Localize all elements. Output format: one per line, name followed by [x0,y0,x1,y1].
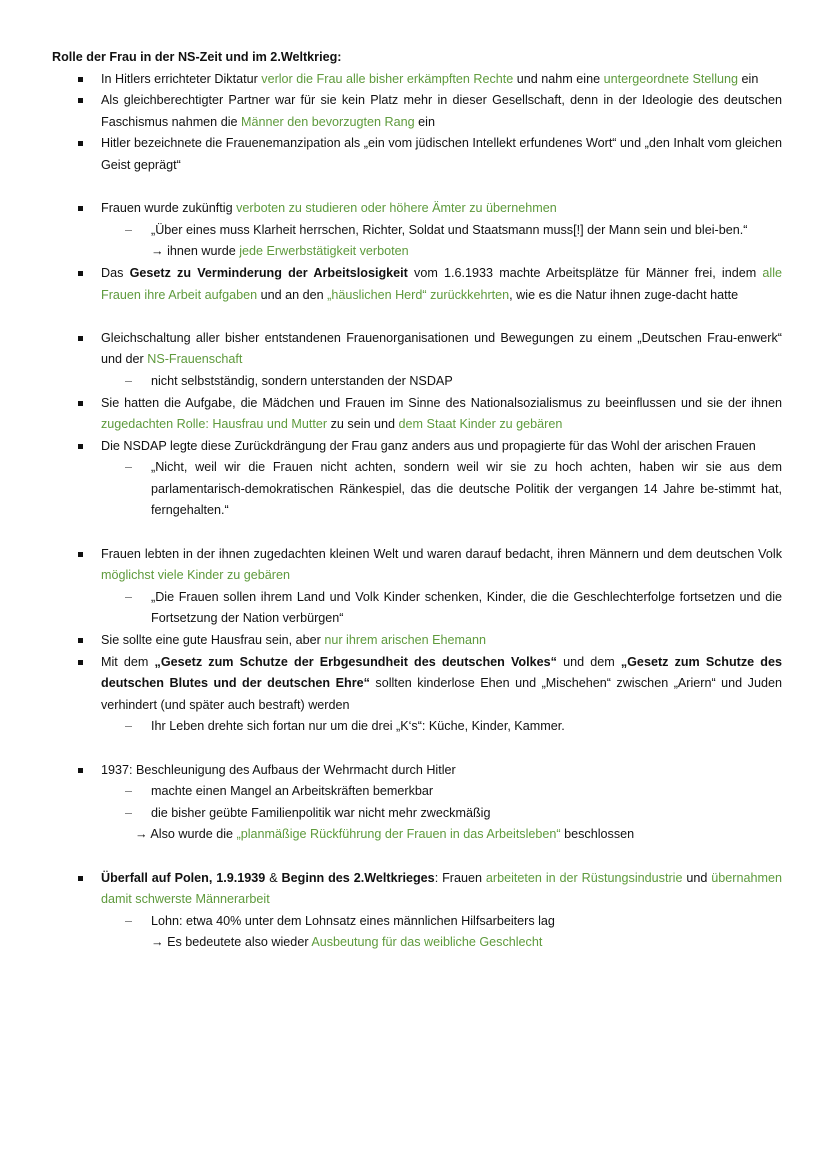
sub-item [52,220,782,242]
bullet-list [52,69,782,954]
bold-text: Beginn des 2.Weltkrieges [281,870,435,885]
bold-text: Gesetz zu Verminderung der Arbeitslosigkeit [129,265,408,280]
highlighted-text: jede Erwerbstätigkeit verboten [239,244,409,259]
bullet-item [52,263,782,306]
bold-text: „Gesetz zum Schutze des deutschen Blutes und der deutschen Ehre“ [101,654,782,691]
bullet-item [52,630,782,652]
bullet-item [52,652,782,717]
dash-bullet-icon: – [125,719,133,734]
square-bullet-icon [78,768,83,773]
bullet-item [52,760,782,782]
text-segment: : Frauen [434,870,486,885]
document-page [52,47,782,954]
text-segment: & [265,870,282,885]
text-segment: „Die Frauen sollen ihrem Land und Volk Kinder schenken, Kinder, die die Geschlechterfolge fortsetzen und die Fortsetzung der Nation verbürgen“ [151,589,782,626]
bullet-item [52,90,782,133]
highlighted-text: Männer den bevorzugten Rang [241,114,415,129]
text-segment: Frauen wurde zukünftig [101,201,237,216]
text-segment: nicht selbstständig, sondern unterstanden der NSDAP [151,373,453,388]
bullet-item [52,133,782,176]
highlighted-text: NS-Frauenschaft [147,352,243,367]
text-segment: „Über eines muss Klarheit herrschen, Richter, Soldat und Staatsmann muss[!] der Mann sein und blei-ben.“ [151,222,748,237]
text-segment: „Nicht, weil wir die Frauen nicht achten, sondern weil wir sie zu hoch achten, haben wir sie aus dem parlamentarisch-demokratischen Ränkespiel, das die deutsche Politik der vergangen 14 Jahre be-stimmt hat, ferngehalten.“ [151,460,782,518]
text-segment: Ihr Leben drehte sich fortan nur um die drei „K‘s“: Küche, Kinder, Kammer. [151,719,565,734]
square-bullet-icon [78,77,83,82]
highlighted-text: verboten zu studieren oder höhere Ämter zu übernehmen [236,201,557,216]
highlighted-text: nur ihrem arischen Ehemann [324,633,487,648]
square-bullet-icon [78,206,83,211]
square-bullet-icon [78,336,83,341]
text-segment: Das [101,265,130,280]
text-segment: Lohn: etwa 40% unter dem Lohnsatz eines männlichen Hilfsarbeiters lag [151,913,555,928]
dash-bullet-icon: – [125,222,133,237]
square-bullet-icon [78,141,83,146]
dash-bullet-icon: – [125,913,133,928]
text-segment: beschlossen [560,827,635,842]
dash-bullet-icon: – [125,589,133,604]
sub-item [52,457,782,522]
sub-item [52,803,782,825]
text-segment: Als gleichberechtigter Partner war für sie kein Platz mehr in dieser Gesellschaft, denn in der Ideologie des deutschen Faschismus nahmen die [101,93,782,129]
square-bullet-icon [78,444,83,449]
dash-bullet-icon: – [125,373,133,388]
spacer [52,306,782,328]
square-bullet-icon [78,638,83,643]
conclusion-item [52,241,782,263]
bullet-item [52,198,782,220]
dash-bullet-icon: – [125,805,133,820]
text-segment: und nahm eine [513,71,604,86]
sub-item [52,371,782,393]
text-segment: machte einen Mangel an Arbeitskräften bemerkbar [151,784,434,799]
highlighted-text: untergeordnete Stellung [603,71,739,86]
text-segment: die bisher geübte Familienpolitik war nicht mehr zweckmäßig [151,805,491,820]
sub-item [52,587,782,630]
text-segment: Gleichschaltung aller bisher entstandenen Frauenorganisationen und Bewegungen zu einem „Deutschen Frau-enwerk“ und der [101,330,782,367]
highlighted-text: „planmäßige Rückführung der Frauen in das Arbeitsleben“ [236,827,561,842]
square-bullet-icon [78,552,83,557]
spacer [52,738,782,760]
highlighted-text: Ausbeutung für das weibliche Geschlecht [311,935,543,950]
spacer [52,522,782,544]
text-segment: Frauen lebten in der ihnen zugedachten kleinen Welt und waren darauf bedacht, ihren Männern und dem deutschen Volk [101,546,782,561]
spacer [52,177,782,199]
text-segment: vom 1.6.1933 machte Arbeitsplätze für Männer frei, indem [407,265,763,280]
bold-text: Überfall auf Polen, 1.9.1939 [101,870,266,885]
sub-item [52,911,782,933]
text-segment: → ihnen wurde [151,244,240,259]
bullet-item [52,393,782,436]
square-bullet-icon [78,660,83,665]
text-segment: Sie hatten die Aufgabe, die Mädchen und Frauen im Sinne des Nationalsozialismus zu beeinflussen und sie der ihnen [101,395,782,410]
text-segment: und dem [556,654,621,669]
text-segment: Mit dem [101,654,155,669]
text-segment: Sie sollte eine gute Hausfrau sein, aber [101,633,325,648]
bold-text: „Gesetz zum Schutze der Erbgesundheit des deutschen Volkes“ [154,654,557,669]
sub-item [52,716,782,738]
highlighted-text: möglichst viele Kinder zu gebären [101,568,291,583]
bullet-item [52,436,782,458]
text-segment: → Es bedeutete also wieder [151,935,312,950]
square-bullet-icon [78,271,83,276]
dash-bullet-icon: – [125,784,133,799]
square-bullet-icon [78,98,83,103]
highlighted-text: alle Frauen ihre Arbeit aufgaben [101,265,782,302]
highlighted-text: dem Staat Kinder zu gebären [398,417,563,432]
text-segment: und [682,870,712,885]
spacer [52,846,782,868]
highlighted-text: zugedachten Rolle: Hausfrau und Mutter [101,417,328,432]
highlighted-text: verlor die Frau alle bisher erkämpften Rechte [261,71,514,86]
conclusion-item [52,824,782,846]
square-bullet-icon [78,876,83,881]
text-segment: Hitler bezeichnete die Frauenemanzipation als „ein vom jüdischen Intellekt erfundenes Wort“ und „den Inhalt vom gleichen Geist geprägt“ [101,136,782,172]
bullet-item [52,868,782,911]
document-title: Rolle der Frau in der NS-Zeit und im 2.Weltkrieg: [52,50,342,64]
text-segment: zu sein und [327,417,399,432]
dash-bullet-icon: – [125,460,133,475]
conclusion-item [52,932,782,954]
text-segment: ein [738,71,759,86]
text-segment: ein [414,114,435,129]
highlighted-text: arbeiteten in der Rüstungsindustrie [485,870,683,885]
text-segment: , wie es die Natur ihnen zuge-dacht hatte [509,287,739,302]
highlighted-text: übernahmen damit schwerste Männerarbeit [101,870,782,907]
text-segment: sollten kinderlose Ehen und „Mischehen“ zwischen „Ariern“ und Juden verhindert (und später auch bestraft) werden [101,676,782,712]
text-segment: 1937: Beschleunigung des Aufbaus der Wehrmacht durch Hitler [101,762,456,777]
bullet-item [52,544,782,587]
bullet-item [52,328,782,371]
bullet-item [52,69,782,91]
text-segment: In Hitlers errichteter Diktatur [101,71,262,86]
text-segment: Die NSDAP legte diese Zurückdrängung der Frau ganz anders aus und propagierte für das Wohl der arischen Frauen [101,438,756,453]
text-segment: → Also wurde die [135,827,237,842]
square-bullet-icon [78,401,83,406]
sub-item [52,781,782,803]
highlighted-text: „häuslichen Herd“ zurückkehrten [327,287,510,302]
text-segment: und an den [257,287,328,302]
